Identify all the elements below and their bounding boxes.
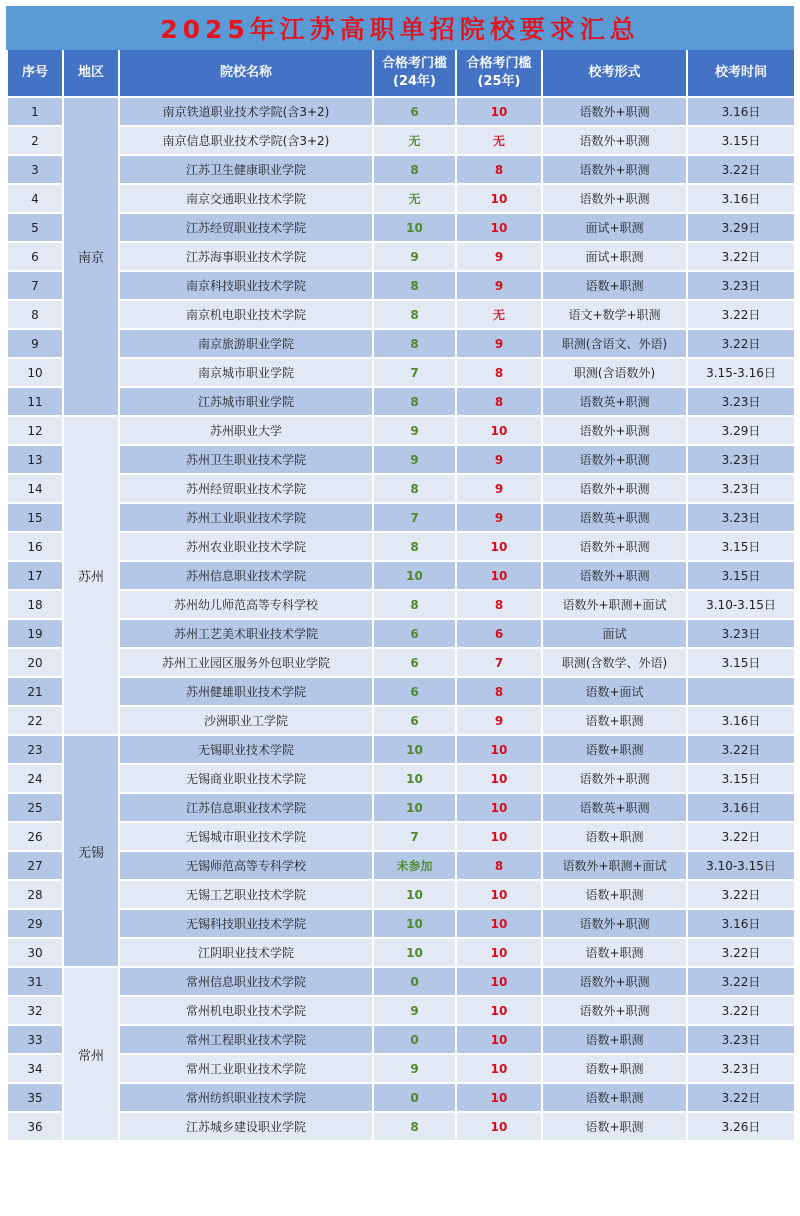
college-name: 江苏海事职业技术学院	[119, 242, 373, 271]
table-body	[7, 97, 795, 1141]
college-name: 江苏城乡建设职业学院	[119, 1112, 373, 1141]
threshold-25: 无	[456, 300, 542, 329]
row-number: 27	[7, 851, 63, 880]
row-number: 10	[7, 358, 63, 387]
threshold-24: 9	[373, 1054, 456, 1083]
college-name: 江苏城市职业学院	[119, 387, 373, 416]
threshold-25: 8	[456, 677, 542, 706]
college-name: 常州信息职业技术学院	[119, 967, 373, 996]
exam-time: 3.16日	[687, 793, 795, 822]
threshold-25: 10	[456, 1025, 542, 1054]
threshold-25: 10	[456, 764, 542, 793]
threshold-24: 7	[373, 503, 456, 532]
table-row	[7, 184, 795, 213]
college-name: 苏州工业园区服务外包职业学院	[119, 648, 373, 677]
exam-time: 3.16日	[687, 909, 795, 938]
exam-time: 3.26日	[687, 1112, 795, 1141]
table-row	[7, 880, 795, 909]
threshold-25: 10	[456, 213, 542, 242]
threshold-25: 9	[456, 445, 542, 474]
threshold-25: 10	[456, 416, 542, 445]
exam-form: 语数+职测	[542, 1083, 687, 1112]
threshold-25: 10	[456, 184, 542, 213]
row-number: 6	[7, 242, 63, 271]
threshold-25: 9	[456, 503, 542, 532]
table-row	[7, 1083, 795, 1112]
threshold-24: 9	[373, 242, 456, 271]
exam-form: 语数外+职测+面试	[542, 851, 687, 880]
table-row	[7, 329, 795, 358]
college-name: 苏州信息职业技术学院	[119, 561, 373, 590]
college-name: 无锡职业技术学院	[119, 735, 373, 764]
threshold-25: 9	[456, 329, 542, 358]
table-row	[7, 213, 795, 242]
exam-time: 3.15日	[687, 764, 795, 793]
college-name: 苏州农业职业技术学院	[119, 532, 373, 561]
col-header-threshold-25-line1: 合格考门槛	[466, 56, 532, 71]
threshold-24: 8	[373, 300, 456, 329]
threshold-24: 8	[373, 271, 456, 300]
threshold-24: 9	[373, 996, 456, 1025]
table-row	[7, 387, 795, 416]
threshold-25: 9	[456, 706, 542, 735]
college-table	[6, 50, 796, 1142]
table-row	[7, 1025, 795, 1054]
threshold-25: 9	[456, 242, 542, 271]
exam-form: 语数+职测	[542, 735, 687, 764]
table-row	[7, 764, 795, 793]
exam-form: 职测(含语数外)	[542, 358, 687, 387]
table-row	[7, 793, 795, 822]
table-row	[7, 590, 795, 619]
college-name: 无锡科技职业技术学院	[119, 909, 373, 938]
row-number: 9	[7, 329, 63, 358]
col-header-threshold-24-line1: 合格考门槛	[381, 56, 447, 71]
row-number: 3	[7, 155, 63, 184]
threshold-25: 10	[456, 735, 542, 764]
exam-time: 3.22日	[687, 967, 795, 996]
exam-form: 语数外+职测+面试	[542, 590, 687, 619]
row-number: 24	[7, 764, 63, 793]
row-number: 5	[7, 213, 63, 242]
row-number: 21	[7, 677, 63, 706]
row-number: 22	[7, 706, 63, 735]
exam-time: 3.15日	[687, 648, 795, 677]
table-row	[7, 271, 795, 300]
exam-form: 语数外+职测	[542, 474, 687, 503]
exam-form: 语数英+职测	[542, 503, 687, 532]
threshold-24: 无	[373, 184, 456, 213]
exam-form: 语数外+职测	[542, 445, 687, 474]
exam-time: 3.15-3.16日	[687, 358, 795, 387]
exam-form: 语数外+职测	[542, 561, 687, 590]
college-name: 南京信息职业技术学院(含3+2)	[119, 126, 373, 155]
college-name: 南京城市职业学院	[119, 358, 373, 387]
threshold-25: 10	[456, 822, 542, 851]
exam-time: 3.15日	[687, 126, 795, 155]
threshold-25: 10	[456, 880, 542, 909]
row-number: 31	[7, 967, 63, 996]
exam-form: 语数+职测	[542, 938, 687, 967]
exam-time: 3.22日	[687, 242, 795, 271]
title-band	[6, 6, 794, 50]
exam-form: 语数外+职测	[542, 184, 687, 213]
threshold-24: 8	[373, 387, 456, 416]
exam-form: 语数+面试	[542, 677, 687, 706]
threshold-25: 10	[456, 996, 542, 1025]
col-header-region: 地区	[63, 50, 119, 97]
row-number: 25	[7, 793, 63, 822]
row-number: 12	[7, 416, 63, 445]
threshold-24: 7	[373, 358, 456, 387]
college-name: 苏州经贸职业技术学院	[119, 474, 373, 503]
threshold-25: 10	[456, 938, 542, 967]
col-header-no: 序号	[7, 50, 63, 97]
table-row	[7, 648, 795, 677]
exam-time	[687, 677, 795, 706]
threshold-24: 9	[373, 445, 456, 474]
table-row	[7, 1112, 795, 1141]
threshold-24: 6	[373, 706, 456, 735]
exam-time: 3.23日	[687, 387, 795, 416]
table-row	[7, 242, 795, 271]
table-row	[7, 677, 795, 706]
threshold-25: 10	[456, 532, 542, 561]
region-cell: 无锡	[63, 735, 119, 967]
table-row	[7, 126, 795, 155]
exam-form: 职测(含数学、外语)	[542, 648, 687, 677]
row-number: 23	[7, 735, 63, 764]
exam-time: 3.22日	[687, 880, 795, 909]
threshold-25: 8	[456, 590, 542, 619]
row-number: 36	[7, 1112, 63, 1141]
college-name: 江苏卫生健康职业学院	[119, 155, 373, 184]
exam-time: 3.16日	[687, 184, 795, 213]
region-cell: 常州	[63, 967, 119, 1141]
exam-form: 语数英+职测	[542, 793, 687, 822]
college-name: 常州纺织职业技术学院	[119, 1083, 373, 1112]
exam-form: 职测(含语文、外语)	[542, 329, 687, 358]
table-row	[7, 474, 795, 503]
exam-time: 3.22日	[687, 329, 795, 358]
threshold-24: 10	[373, 561, 456, 590]
table-row	[7, 155, 795, 184]
threshold-25: 无	[456, 126, 542, 155]
row-number: 7	[7, 271, 63, 300]
col-header-threshold-24-line2: (24年)	[393, 74, 436, 89]
col-header-name: 院校名称	[119, 50, 373, 97]
exam-form: 语数外+职测	[542, 996, 687, 1025]
college-name: 无锡工艺职业技术学院	[119, 880, 373, 909]
threshold-24: 0	[373, 1025, 456, 1054]
threshold-25: 9	[456, 474, 542, 503]
table-row	[7, 561, 795, 590]
table-row	[7, 532, 795, 561]
row-number: 11	[7, 387, 63, 416]
college-name: 南京旅游职业学院	[119, 329, 373, 358]
row-number: 15	[7, 503, 63, 532]
college-name: 沙洲职业工学院	[119, 706, 373, 735]
region-cell: 南京	[63, 97, 119, 416]
col-header-threshold-25-line2: (25年)	[477, 74, 521, 89]
threshold-24: 10	[373, 735, 456, 764]
threshold-25: 9	[456, 271, 542, 300]
threshold-24: 10	[373, 793, 456, 822]
exam-form: 面试+职测	[542, 242, 687, 271]
threshold-25: 7	[456, 648, 542, 677]
exam-form: 语数外+职测	[542, 764, 687, 793]
college-name: 无锡商业职业技术学院	[119, 764, 373, 793]
row-number: 26	[7, 822, 63, 851]
college-name: 常州机电职业技术学院	[119, 996, 373, 1025]
row-number: 13	[7, 445, 63, 474]
exam-form: 语数外+职测	[542, 97, 687, 126]
table-row	[7, 1054, 795, 1083]
college-name: 南京交通职业技术学院	[119, 184, 373, 213]
exam-form: 面试	[542, 619, 687, 648]
exam-time: 3.22日	[687, 938, 795, 967]
table-row	[7, 300, 795, 329]
college-name: 苏州工业职业技术学院	[119, 503, 373, 532]
threshold-24: 0	[373, 967, 456, 996]
threshold-24: 6	[373, 648, 456, 677]
row-number: 18	[7, 590, 63, 619]
col-header-threshold-24	[373, 50, 456, 97]
exam-form: 语数+职测	[542, 1054, 687, 1083]
col-header-exam-time: 校考时间	[687, 50, 795, 97]
college-name: 南京铁道职业技术学院(含3+2)	[119, 97, 373, 126]
table-row	[7, 996, 795, 1025]
threshold-25: 8	[456, 358, 542, 387]
threshold-25: 10	[456, 1112, 542, 1141]
college-name: 苏州健雄职业技术学院	[119, 677, 373, 706]
table-row	[7, 967, 795, 996]
table-row	[7, 97, 795, 126]
table-row	[7, 851, 795, 880]
threshold-25: 8	[456, 155, 542, 184]
threshold-24: 8	[373, 1112, 456, 1141]
threshold-24: 6	[373, 677, 456, 706]
college-name: 南京机电职业技术学院	[119, 300, 373, 329]
exam-time: 3.23日	[687, 271, 795, 300]
table-row	[7, 735, 795, 764]
exam-time: 3.22日	[687, 822, 795, 851]
row-number: 35	[7, 1083, 63, 1112]
threshold-25: 8	[456, 387, 542, 416]
exam-form: 语文+数学+职测	[542, 300, 687, 329]
row-number: 32	[7, 996, 63, 1025]
college-name: 苏州职业大学	[119, 416, 373, 445]
exam-time: 3.10-3.15日	[687, 590, 795, 619]
exam-time: 3.23日	[687, 474, 795, 503]
table-row	[7, 416, 795, 445]
threshold-24: 8	[373, 329, 456, 358]
summary-sheet	[6, 6, 794, 1142]
exam-form: 语数+职测	[542, 271, 687, 300]
exam-time: 3.23日	[687, 503, 795, 532]
table-row	[7, 822, 795, 851]
threshold-24: 9	[373, 416, 456, 445]
row-number: 19	[7, 619, 63, 648]
threshold-24: 0	[373, 1083, 456, 1112]
threshold-25: 10	[456, 97, 542, 126]
row-number: 17	[7, 561, 63, 590]
row-number: 2	[7, 126, 63, 155]
exam-time: 3.22日	[687, 155, 795, 184]
college-name: 无锡城市职业技术学院	[119, 822, 373, 851]
threshold-24: 7	[373, 822, 456, 851]
threshold-24: 10	[373, 764, 456, 793]
exam-time: 3.16日	[687, 706, 795, 735]
threshold-24: 10	[373, 880, 456, 909]
threshold-24: 无	[373, 126, 456, 155]
college-name: 苏州幼儿师范高等专科学校	[119, 590, 373, 619]
exam-time: 3.22日	[687, 996, 795, 1025]
exam-form: 语数外+职测	[542, 416, 687, 445]
threshold-24: 8	[373, 474, 456, 503]
table-header-row	[7, 50, 795, 97]
exam-time: 3.23日	[687, 445, 795, 474]
row-number: 34	[7, 1054, 63, 1083]
table-row	[7, 503, 795, 532]
exam-time: 3.22日	[687, 1083, 795, 1112]
college-name: 江苏信息职业技术学院	[119, 793, 373, 822]
exam-form: 面试+职测	[542, 213, 687, 242]
exam-time: 3.29日	[687, 213, 795, 242]
threshold-24: 6	[373, 97, 456, 126]
col-header-threshold-25	[456, 50, 542, 97]
threshold-24: 8	[373, 532, 456, 561]
exam-form: 语数+职测	[542, 822, 687, 851]
exam-form: 语数+职测	[542, 1025, 687, 1054]
row-number: 29	[7, 909, 63, 938]
threshold-24: 10	[373, 213, 456, 242]
threshold-25: 10	[456, 793, 542, 822]
threshold-25: 10	[456, 967, 542, 996]
exam-form: 语数外+职测	[542, 967, 687, 996]
exam-time: 3.10-3.15日	[687, 851, 795, 880]
exam-time: 3.22日	[687, 300, 795, 329]
table-row	[7, 445, 795, 474]
row-number: 1	[7, 97, 63, 126]
table-row	[7, 706, 795, 735]
row-number: 4	[7, 184, 63, 213]
table-row	[7, 619, 795, 648]
exam-form: 语数外+职测	[542, 155, 687, 184]
threshold-24: 6	[373, 619, 456, 648]
threshold-25: 10	[456, 1083, 542, 1112]
threshold-24: 8	[373, 590, 456, 619]
row-number: 16	[7, 532, 63, 561]
exam-form: 语数+职测	[542, 706, 687, 735]
row-number: 28	[7, 880, 63, 909]
exam-time: 3.23日	[687, 1025, 795, 1054]
threshold-25: 10	[456, 909, 542, 938]
table-row	[7, 358, 795, 387]
exam-time: 3.22日	[687, 735, 795, 764]
exam-form: 语数外+职测	[542, 909, 687, 938]
exam-time: 3.23日	[687, 619, 795, 648]
region-cell: 苏州	[63, 416, 119, 735]
col-header-exam-form: 校考形式	[542, 50, 687, 97]
exam-time: 3.29日	[687, 416, 795, 445]
threshold-24: 未参加	[373, 851, 456, 880]
exam-form: 语数英+职测	[542, 387, 687, 416]
college-name: 苏州工艺美术职业技术学院	[119, 619, 373, 648]
page-title: 2025年江苏高职单招院校要求汇总	[160, 15, 640, 44]
threshold-25: 8	[456, 851, 542, 880]
row-number: 8	[7, 300, 63, 329]
threshold-24: 10	[373, 938, 456, 967]
threshold-25: 6	[456, 619, 542, 648]
row-number: 30	[7, 938, 63, 967]
threshold-25: 10	[456, 1054, 542, 1083]
row-number: 14	[7, 474, 63, 503]
row-number: 33	[7, 1025, 63, 1054]
exam-form: 语数外+职测	[542, 532, 687, 561]
table-row	[7, 909, 795, 938]
college-name: 常州工程职业技术学院	[119, 1025, 373, 1054]
college-name: 江苏经贸职业技术学院	[119, 213, 373, 242]
college-name: 常州工业职业技术学院	[119, 1054, 373, 1083]
exam-time: 3.15日	[687, 532, 795, 561]
threshold-25: 10	[456, 561, 542, 590]
exam-form: 语数+职测	[542, 880, 687, 909]
college-name: 南京科技职业技术学院	[119, 271, 373, 300]
threshold-24: 10	[373, 909, 456, 938]
exam-form: 语数外+职测	[542, 126, 687, 155]
college-name: 江阴职业技术学院	[119, 938, 373, 967]
row-number: 20	[7, 648, 63, 677]
table-row	[7, 938, 795, 967]
exam-time: 3.23日	[687, 1054, 795, 1083]
exam-form: 语数+职测	[542, 1112, 687, 1141]
exam-time: 3.16日	[687, 97, 795, 126]
college-name: 苏州卫生职业技术学院	[119, 445, 373, 474]
threshold-24: 8	[373, 155, 456, 184]
exam-time: 3.15日	[687, 561, 795, 590]
college-name: 无锡师范高等专科学校	[119, 851, 373, 880]
